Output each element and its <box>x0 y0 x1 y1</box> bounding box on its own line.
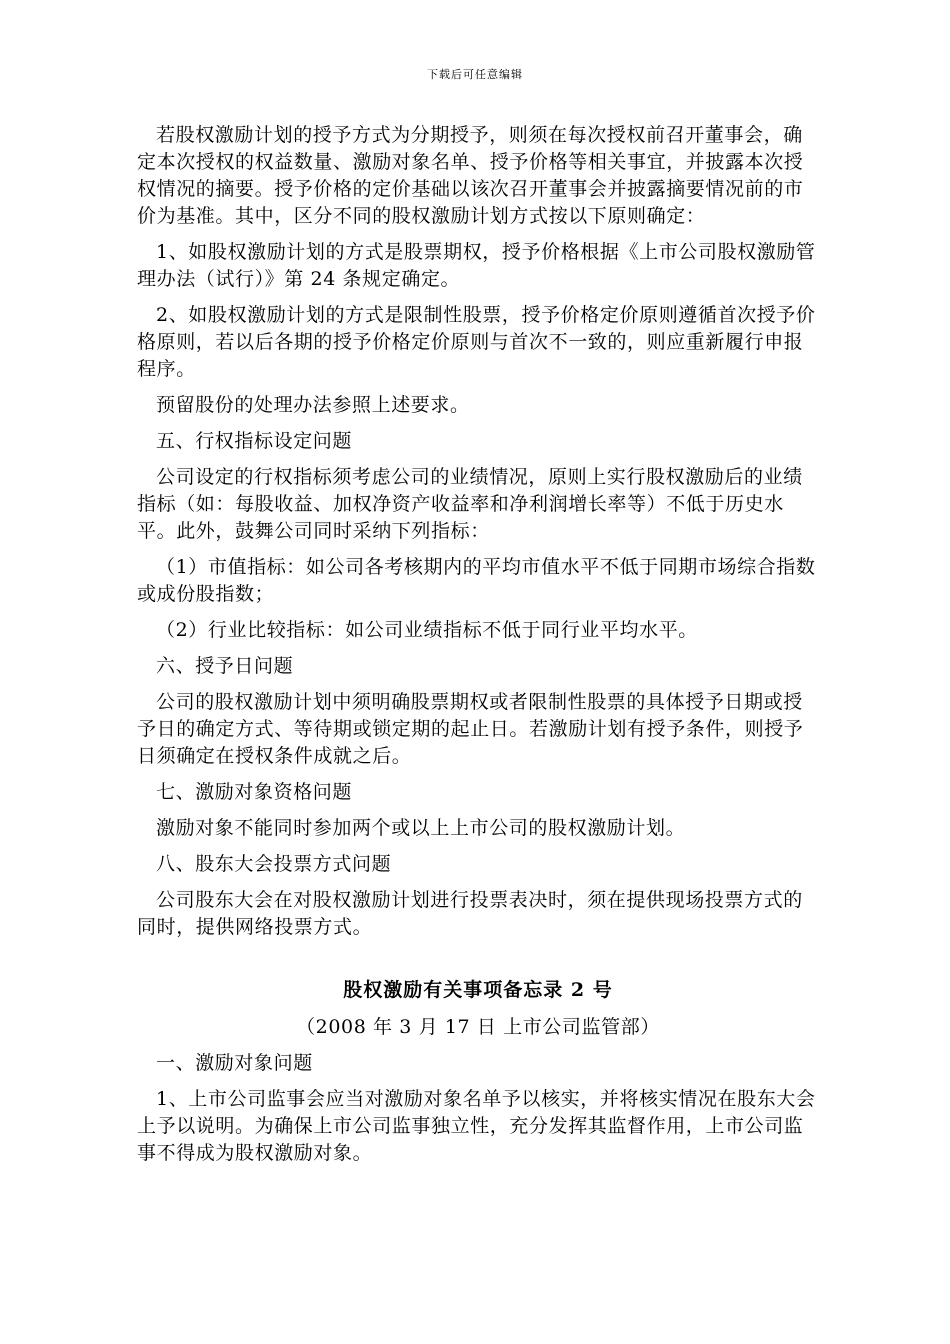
paragraph-supervisor-verification: 1、上市公司监事会应当对激励对象名单予以核实，并将核实情况在股东大会上予以说明。为确保上市公司监事独立性，充分发挥其监督作用，上市公司监事不得成为股权激励对象。 <box>137 1088 816 1164</box>
paragraph-restricted-stock-price: 2、如股权激励计划的方式是限制性股票，授予价格定价原则遵循首次授予价格原则，若以后各期的授予价格定价原则与首次不一致的，则应重新履行申报程序。 <box>137 304 816 380</box>
paragraph-stock-option-price: 1、如股权激励计划的方式是股票期权，授予价格根据《上市公司股权激励管理办法（试行）》第 24 条规定确定。 <box>137 241 816 290</box>
paragraph-market-value-indicator: （1）市值指标：如公司各考核期内的平均市值水平不低于同期市场综合指数或成份股指数； <box>137 556 816 605</box>
header-note: 下载后可任意编辑 <box>427 68 523 81</box>
memo-section-heading-1: 一、激励对象问题 <box>156 1052 313 1074</box>
paragraph-grant-date: 公司的股权激励计划中须明确股票期权或者限制性股票的具体授予日期或授予日的确定方式、等待期或锁定期的起止日。若激励计划有授予条件，则授予日须确定在授权条件成就之后。 <box>137 691 804 767</box>
section-heading-7: 七、激励对象资格问题 <box>156 781 353 803</box>
section-heading-5: 五、行权指标设定问题 <box>156 430 353 452</box>
document-body <box>137 122 819 1176</box>
paragraph-installment-grant: 若股权激励计划的授予方式为分期授予，则须在每次授权前召开董事会，确定本次授权的权益数量、激励对象名单、授予价格等相关事宜，并披露本次授权情况的摘要。授予价格的定价基础以该次召开董事会并披露摘要情况前的市价为基准。其中，区分不同的股权激励计划方式按以下原则确定： <box>137 124 804 227</box>
paragraph-industry-comparison-indicator: （2）行业比较指标：如公司业绩指标不低于同行业平均水平。 <box>156 619 698 641</box>
section-heading-8: 八、股东大会投票方式问题 <box>156 853 392 875</box>
memo-date: （2008 年 3 月 17 日 上市公司监管部） <box>296 1016 660 1038</box>
memo-title: 股权激励有关事项备忘录 2 号 <box>343 979 613 1001</box>
paragraph-exercise-indicators: 公司设定的行权指标须考虑公司的业绩情况，原则上实行股权激励后的业绩指标（如：每股收益、加权净资产收益率和净利润增长率等）不低于历史水平。此外，鼓舞公司同时采纳下列指标： <box>137 466 803 542</box>
section-heading-6: 六、授予日问题 <box>156 655 294 677</box>
paragraph-voting-method: 公司股东大会在对股权激励计划进行投票表决时，须在提供现场投票方式的同时，提供网络投票方式。 <box>137 889 803 938</box>
paragraph-eligibility: 激励对象不能同时参加两个或以上上市公司的股权激励计划。 <box>156 817 686 839</box>
paragraph-reserved-shares: 预留股份的处理办法参照上述要求。 <box>156 394 470 416</box>
